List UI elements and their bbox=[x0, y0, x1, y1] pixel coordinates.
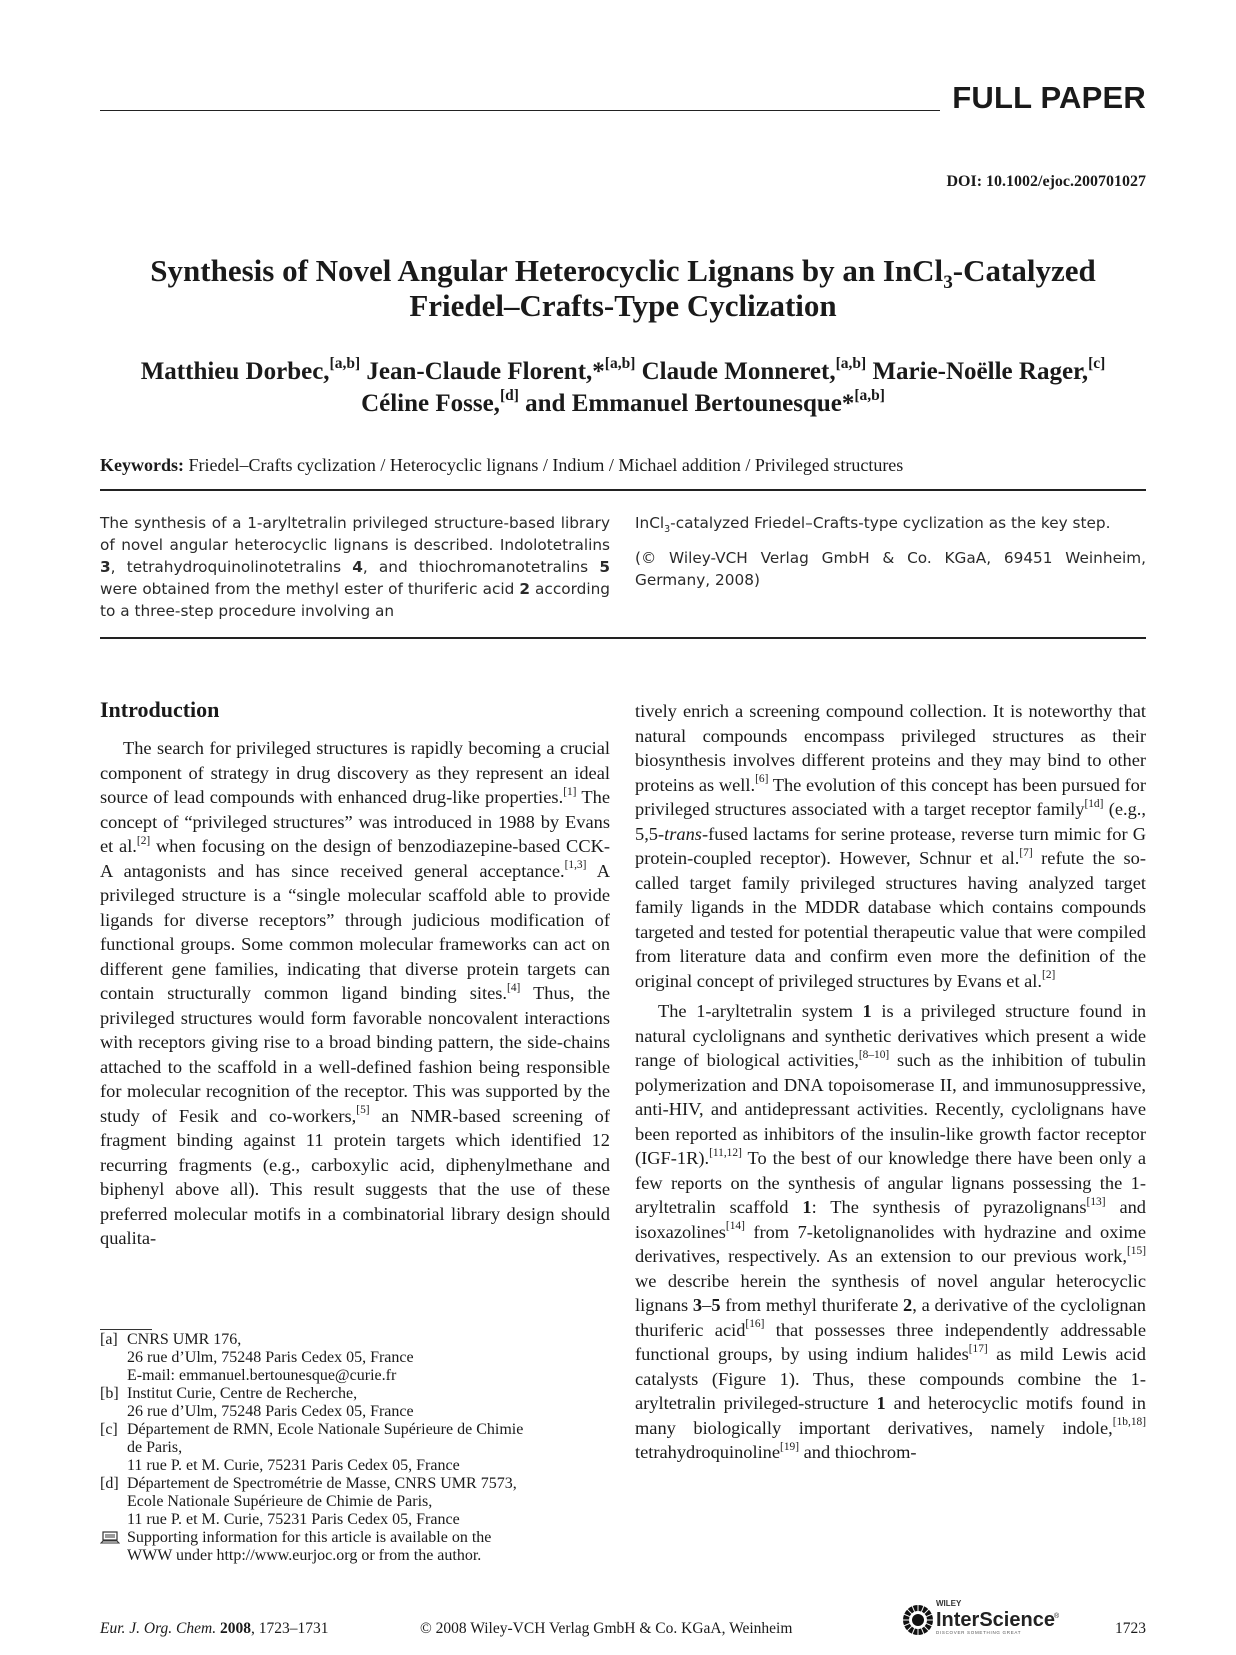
logo-registered: ® bbox=[1054, 1613, 1060, 1620]
paper-title bbox=[100, 253, 1146, 323]
doi: DOI: 10.1002/ejoc.200701027 bbox=[946, 173, 1146, 190]
author: Jean-Claude Florent,*[a,b] bbox=[366, 355, 636, 385]
footer-copyright: © 2008 Wiley-VCH Verlag GmbH & Co. KGaA, Weinheim bbox=[420, 1620, 793, 1637]
author: Matthieu Dorbec,[a,b] bbox=[140, 355, 361, 385]
body-column-left bbox=[100, 736, 610, 1251]
affiliation-a: [a] CNRS UMR 176, bbox=[100, 1331, 242, 1348]
abstract-top-rule bbox=[100, 489, 1146, 491]
journal-citation: Eur. J. Org. Chem. 2008, 1723–1731 bbox=[100, 1620, 329, 1637]
computer-icon bbox=[100, 1531, 120, 1545]
affiliation-d: [d] Département de Spectrométrie de Masse, CNRS UMR 7573, bbox=[100, 1475, 517, 1492]
logo-name: InterScience bbox=[936, 1609, 1055, 1631]
abstract-continuation: InCl$_3$-catalyzed Friedel–Crafts-type cyclization as the key step. bbox=[635, 514, 1111, 536]
abstract-left: The synthesis of a 1-aryltetralin privileged structure-based library of novel angular heterocyclic lignans is described. Indolotetralins 3, tetrahydroquinolinotetralins 4, and thiochromanotetralins 5 were obtained from the methyl ester of thuriferic acid 2 according to a three-step procedure involving an bbox=[100, 514, 610, 620]
author: Marie-Noëlle Rager,[c] bbox=[872, 355, 1106, 385]
author: and Emmanuel Bertounesque*[a,b] bbox=[525, 387, 885, 417]
title-line1: Synthesis of Novel Angular Heterocyclic Lignans by an InCl$_3$-Catalyzed bbox=[150, 253, 1096, 294]
keywords bbox=[100, 455, 903, 476]
interscience-logo-icon bbox=[896, 1596, 1066, 1642]
section-label: FULL PAPER bbox=[952, 80, 1146, 115]
paragraph: The 1-aryltetralin system 1 is a privileged structure found in natural cyclolignans and synthetic derivatives which present a wide range of biological activities,[8–10] such as the inhibition of tubulin polymerization and DNA topoisomerase II, and immunosuppressive, anti-HIV, and antidepressant activities. Recently, cyclolignans have been reported as inhibitors of the insulin-like growth factor receptor (IGF-1R).[11,12] To the best of our knowledge there have been only a few reports on the synthesis of angular lignans possessing the 1-aryltetralin scaffold 1: The synthesis of pyrazolignans[13] and isoxazolines[14] from 7-ketolignanolides with hydrazine and oxime derivatives, respectively. As an extension to our previous work,[15] we describe herein the synthesis of novel angular heterocyclic lignans 3–5 from methyl thuriferate 2, a derivative of the cyclolignan thuriferic acid[16] that possesses three independently addressable functional groups, by using indium halides[17] as mild Lewis acid catalysts (Figure 1). Thus, these compounds combine the 1-aryltetralin privileged-structure 1 and heterocyclic motifs found in many biologically important derivatives, namely indole,[1b,18] tetrahydroquinoline[19] and thiochrom- bbox=[635, 1001, 1147, 1462]
keywords-label: Keywords: bbox=[100, 455, 184, 475]
section-heading: Introduction bbox=[100, 697, 220, 722]
logo-wiley: WILEY bbox=[936, 1599, 962, 1608]
logo-tagline: DISCOVER SOMETHING GREAT bbox=[936, 1630, 1022, 1635]
affiliations: [a] CNRS UMR 176, 26 rue d’Ulm, 75248 Paris Cedex 05, France E-mail: emmanuel.bertounesque@curie.fr [b] Institut Curie, Centre de Recherche, 26 rue d’Ulm, 75248 Paris Cedex 05, France [c] Département de RMN, Ecole Nationale Supérieure de Chimie de Paris, 11 rue P. et M. Curie, 75231 Paris Cedex 05, France [d] Département de Spectrométrie de Masse, CNRS UMR 7573, Ecole Nationale Supérieure de Chimie de Paris, 11 rue P. et M. Curie, 75231 Paris Cedex 05, France Supporting information for this article is available on the WWW under http://www.eurjoc.org or from the author. bbox=[100, 1331, 610, 1565]
author: Céline Fosse,[d] bbox=[361, 387, 519, 417]
affiliation-c: [c] Département de RMN, Ecole Nationale Supérieure de Chimie bbox=[100, 1421, 524, 1438]
keywords-text: Friedel–Crafts cyclization / Heterocyclic lignans / Indium / Michael addition / Privileged structures bbox=[188, 455, 904, 475]
footnote-rule bbox=[100, 1329, 152, 1330]
page-number: 1723 bbox=[1115, 1620, 1146, 1637]
title-line2: Friedel–Crafts-Type Cyclization bbox=[409, 288, 837, 323]
abstract-copyright: (© Wiley-VCH Verlag GmbH & Co. KGaA, 69451 Weinheim, Germany, 2008) bbox=[635, 549, 1146, 589]
affiliation-b: [b] Institut Curie, Centre de Recherche, bbox=[100, 1385, 358, 1402]
abstract-right bbox=[635, 512, 1146, 604]
logo-burst bbox=[902, 1604, 934, 1636]
abstract-bottom-rule bbox=[100, 637, 1146, 639]
paragraph: The search for privileged structures is rapidly becoming a crucial component of strategy in drug discovery as they represent an ideal source of lead compounds with enhanced drug-like properties.[1] The concept of “privileged structures” was introduced in 1988 by Evans et al.[2] when focusing on the design of benzodiazepine-based CCK-A antagonists and has since received general acceptance.[1,3] A privileged structure is a “single molecular scaffold able to provide ligands for diverse receptors” through judicious modification of functional groups. Some common molecular frameworks can act on different gene families, indicating that diverse protein targets can contain structurally common ligand binding sites.[4] Thus, the privileged structures would form favorable noncovalent interactions with receptors giving rise to a broad binding pattern, the side-chains attached to the scaffold in a well-defined fashion being responsible for molecular recognition of the receptor. This was supported by the study of Fesik and co-workers,[5] an NMR-based screening of fragment binding against 11 protein targets which identified 12 recurring fragments (e.g., carboxylic acid, diphenylmethane and biphenyl above all). This result suggests that the use of these preferred molecular motifs in a combinatorial library design should qualita- bbox=[100, 738, 610, 1248]
author-list bbox=[100, 356, 1146, 420]
paragraph: tively enrich a screening compound collection. It is noteworthy that natural compounds encompass privileged structures as their biosynthesis involves different proteins and they may bind to other proteins as well.[6] The evolution of this concept has been pursued for privileged structures associated with a target receptor family[1d] (e.g., 5,5-trans-fused lactams for serine protease, reverse turn mimic for G protein-coupled receptor). However, Schnur et al.[7] refute the so-called target family privileged structures having analyzed target family ligands in the MDDR database which contains compounds targeted and tested for potential therapeutic value that were compiled from literature data and confirm even more the definition of the original concept of privileged structures by Evans et al.[2] bbox=[635, 701, 1147, 991]
header-rule bbox=[100, 110, 940, 111]
body-column-right bbox=[635, 699, 1146, 1465]
author: Claude Monneret,[a,b] bbox=[641, 355, 867, 385]
supporting-info-note: Supporting information for this article is available on the WWW under http://www.eurjoc.org or from the author. bbox=[100, 1529, 610, 1565]
